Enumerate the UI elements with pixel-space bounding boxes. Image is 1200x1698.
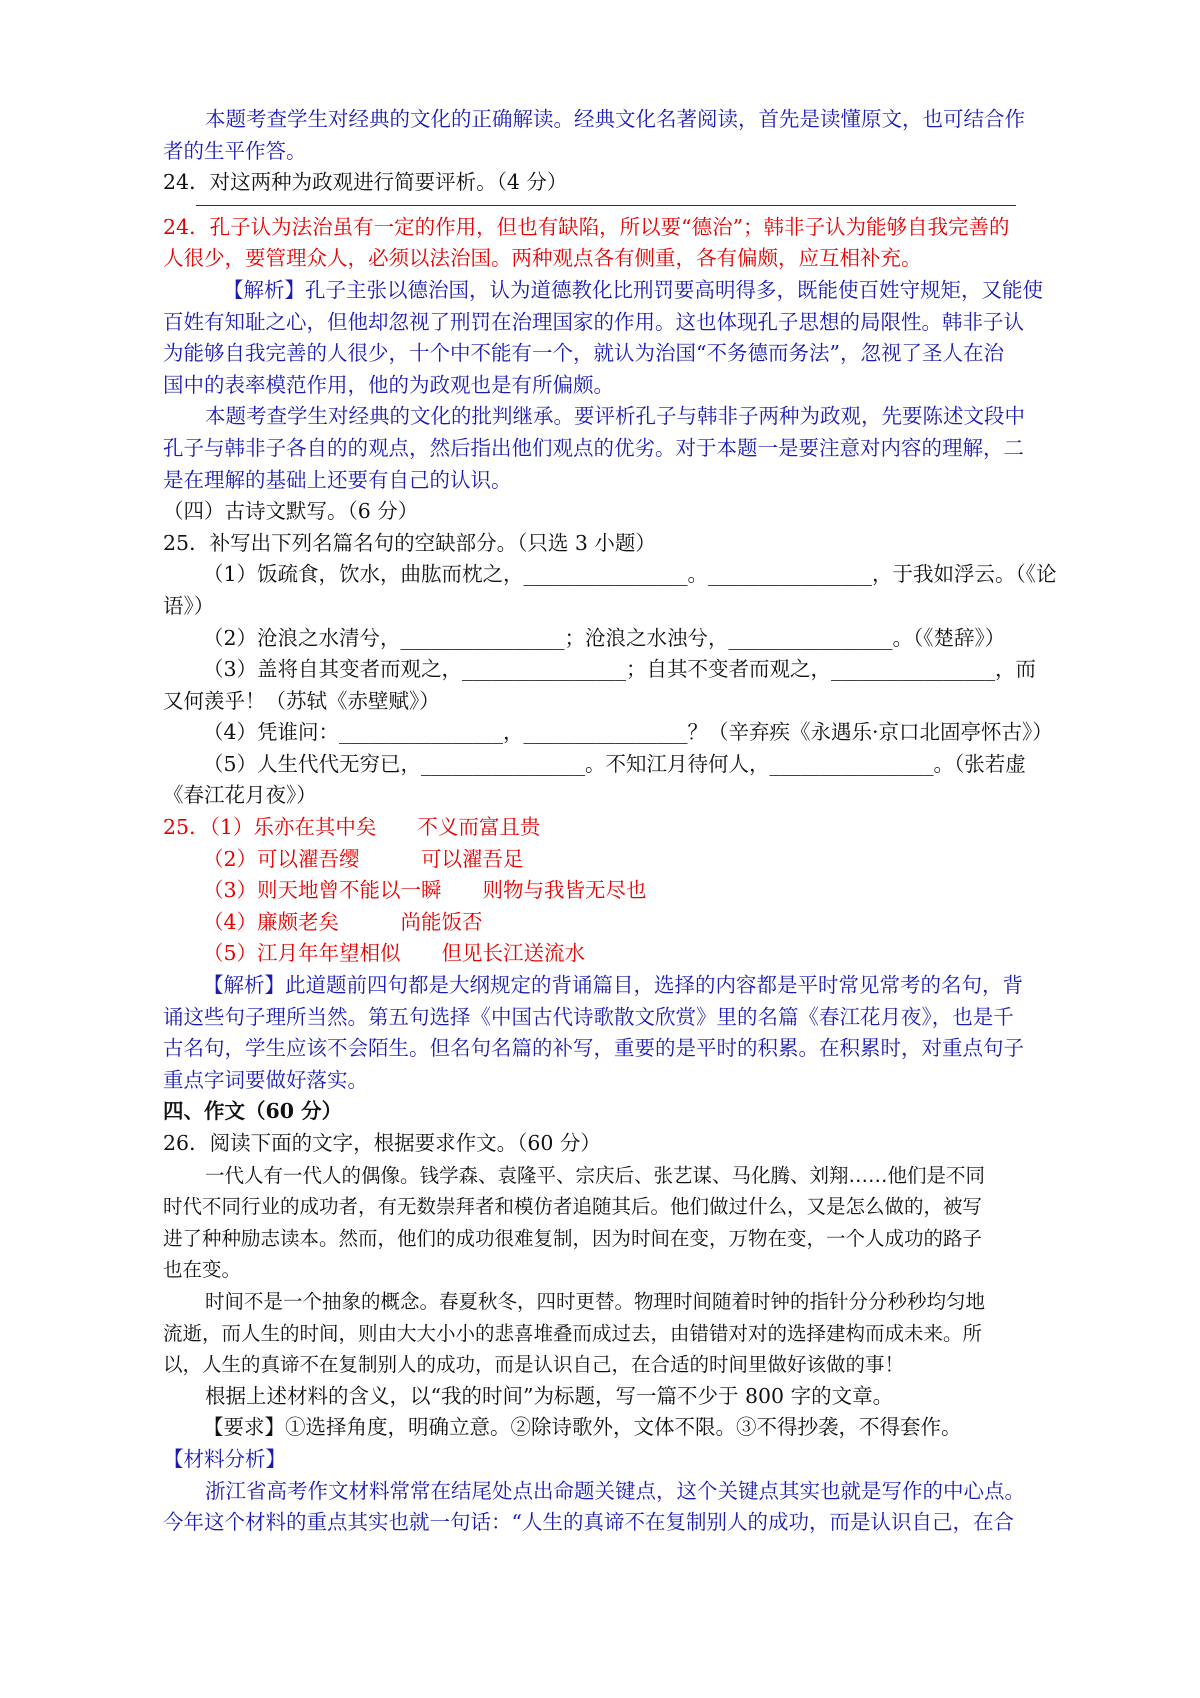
text-line: （3）盖将自其变者而观之，________________；自其不变者而观之，________________，而	[203, 657, 1037, 682]
text-line: 以，人生的真谛不在复制别人的成功，而是认识自己，在合适的时间里做好该做的事！	[163, 1353, 905, 1377]
text-line: 【要求】①选择角度，明确立意。②除诗歌外，文体不限。③不得抄袭，不得套作。	[203, 1415, 962, 1440]
text-line: 本题考查学生对经典的文化的正确解读。经典文化名著阅读，首先是读懂原文，也可结合作	[205, 107, 1025, 131]
text-line: 者的生平作答。	[163, 138, 307, 163]
text-line: 古名句，学生应该不会陌生。但名句名篇的补写，重要的是平时的积累。在积累时，对重点句子	[163, 1036, 1024, 1061]
text-line: 根据上述材料的含义，以“我的时间”为标题，写一篇不少于 800 字的文章。	[205, 1383, 894, 1408]
text-line: 百姓有知耻之心，但他却忽视了刑罚在治理国家的作用。这也体现孔子思想的局限性。韩非子认	[163, 309, 1024, 334]
text-line: 为能够自我完善的人很少，十个中不能有一个，就认为治国“不务德而务法”，忽视了圣人在治	[163, 341, 1004, 366]
text-line: 今年这个材料的重点其实也就一句话：“人生的真谛不在复制别人的成功，而是认识自己，在合	[163, 1510, 1014, 1535]
text-line: 24．孔子认为法治虽有一定的作用，但也有缺陷，所以要“德治”；韩非子认为能够自我完善的	[163, 214, 1010, 239]
text-line: 【解析】孔子主张以德治国，认为道德教化比刑罚要高明得多，既能使百姓守规矩，又能使	[223, 277, 1043, 302]
document-page	[163, 104, 1063, 1539]
text-line: 24．对这两种为政观进行简要评析。（4 分）	[163, 170, 568, 195]
text-line: 【材料分析】	[163, 1446, 286, 1471]
text-line: （5）江月年年望相似 但见长江送流水	[203, 941, 586, 966]
text-line: 也在变。	[163, 1258, 242, 1282]
text-line: 人很少，要管理众人，必须以法治国。两种观点各有侧重，各有偏颇，应互相补充。	[163, 246, 922, 271]
text-line: （3）则天地曾不能以一瞬 则物与我皆无尽也	[203, 878, 647, 903]
answer-blank-line	[196, 205, 1016, 206]
text-line: 25．补写出下列名篇名句的空缺部分。（只选 3 小题）	[163, 530, 656, 555]
text-line: 国中的表率模范作用，他的为政观也是有所偏颇。	[163, 372, 614, 397]
text-line: 一代人有一代人的偶像。钱学森、袁隆平、宗庆后、张艺谋、马化腾、刘翔……他们是不同	[205, 1163, 986, 1187]
text-line: （4）凭谁问：________________，________________？（辛弃疾《永遇乐·京口北固亭怀古》）	[203, 720, 1053, 745]
text-line: 流逝，而人生的时间，则由大大小小的悲喜堆叠而成过去，由错错对对的选择建构而成未来。所	[163, 1321, 983, 1345]
text-line: 孔子与韩非子各自的的观点，然后指出他们观点的优劣。对于本题一是要注意对内容的理解，二	[163, 435, 1024, 460]
text-line: （四）古诗文默写。（6 分）	[163, 499, 419, 524]
text-line: 诵这些句子理所当然。第五句选择《中国古代诗歌散文欣赏》里的名篇《春江花月夜》，也是千	[163, 1004, 1014, 1029]
text-line: 25．（1）乐亦在其中矣 不义而富且贵	[163, 815, 541, 840]
text-line: 是在理解的基础上还要有自己的认识。	[163, 467, 512, 492]
text-line: 【解析】此道题前四句都是大纲规定的背诵篇目，选择的内容都是平时常见常考的名句，背	[203, 973, 1023, 998]
text-line: （5）人生代代无穷已，________________。不知江月待何人，________________。（张若虚	[203, 751, 1026, 776]
text-line: 重点字词要做好落实。	[163, 1067, 368, 1092]
text-line: 四、作文（60 分）	[163, 1099, 343, 1124]
text-line: 又何羡乎！（苏轼《赤壁赋》）	[163, 688, 440, 713]
text-line: （1）饭疏食，饮水，曲肱而枕之，________________。________________，于我如浮云。（《论	[203, 562, 1057, 587]
text-line: （2）沧浪之水清兮，________________；沧浪之水浊兮，________________。（《楚辞》）	[203, 625, 1006, 650]
text-line: 26．阅读下面的文字，根据要求作文。（60 分）	[163, 1131, 601, 1155]
text-line: 进了种种励志读本。然而，他们的成功很难复制，因为时间在变，万物在变，一个人成功的路子	[163, 1226, 983, 1250]
text-line: 语》）	[163, 593, 215, 618]
text-line: 时间不是一个抽象的概念。春夏秋冬，四时更替。物理时间随着时钟的指针分分秒秒均匀地	[205, 1289, 986, 1313]
text-line: 浙江省高考作文材料常常在结尾处点出命题关键点，这个关键点其实也就是写作的中心点。	[205, 1478, 1025, 1503]
text-line: 时代不同行业的成功者，有无数崇拜者和模仿者追随其后。他们做过什么，又是怎么做的，被写	[163, 1195, 983, 1219]
text-line: 本题考查学生对经典的文化的批判继承。要评析孔子与韩非子两种为政观，先要陈述文段中	[205, 404, 1025, 429]
text-line: （4）廉颇老矣 尚能饭否	[203, 909, 483, 934]
text-line: （2）可以濯吾缨 可以濯吾足	[203, 846, 524, 871]
text-line: 《春江花月夜》）	[163, 783, 317, 808]
